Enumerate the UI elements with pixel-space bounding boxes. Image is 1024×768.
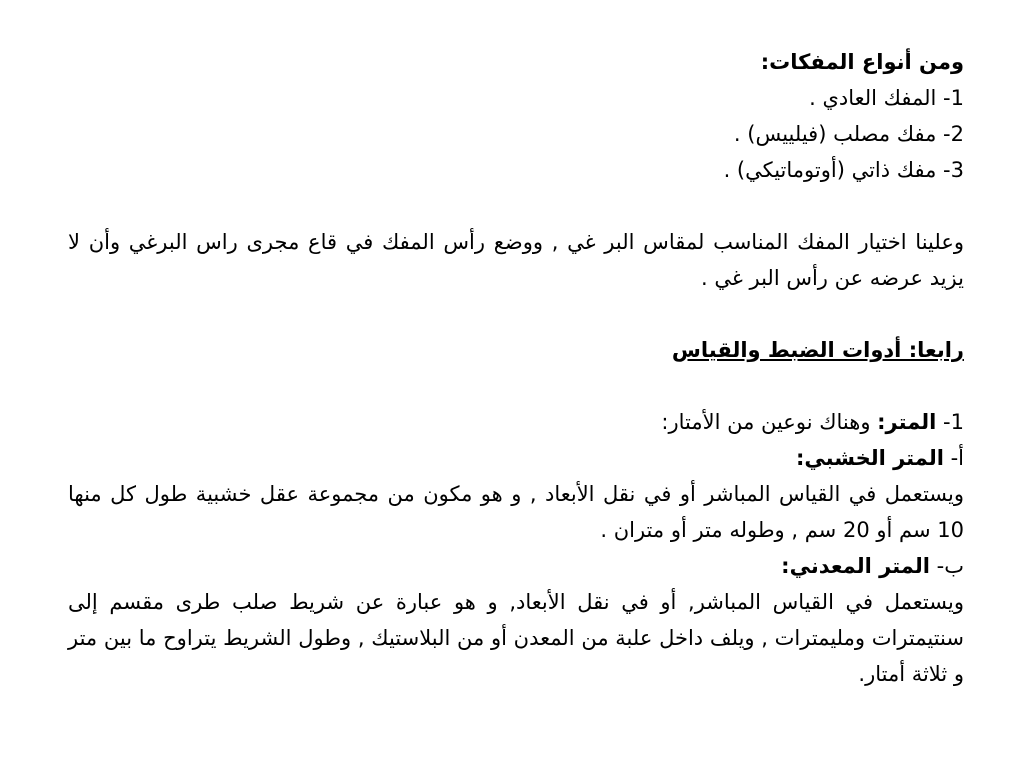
wooden-meter-heading <box>68 440 964 476</box>
metal-label: المتر المعدني: <box>781 554 930 578</box>
metal-prefix: ب- <box>929 554 964 578</box>
spacer <box>68 368 964 404</box>
wooden-meter-paragraph: ويستعمل في القياس المباشر أو في نقل الأبعاد , و هو مكون من مجموعة عقل خشبية طول كل منها 10 سم أو 20 سم , وطوله متر أو متران . <box>68 482 964 542</box>
meter-text: وهناك نوعين من الأمتار: <box>661 410 878 434</box>
meter-number: 1- <box>936 410 964 434</box>
selection-paragraph: وعلينا اختيار المفك المناسب لمقاس البر غي , ووضع رأس المفك في قاع مجرى راس البرغي وأن لا يزيد عرضه عن رأس البر غي . <box>68 230 964 290</box>
wooden-prefix: أ- <box>943 446 964 470</box>
spacer <box>68 296 964 332</box>
screwdriver-types-heading: ومن أنواع المفكات: <box>760 50 964 74</box>
screwdriver-type-3: 3- مفك ذاتي (أوتوماتيكي) . <box>723 158 964 182</box>
spacer <box>68 188 964 224</box>
metal-meter-heading <box>68 548 964 584</box>
meter-label: المتر: <box>877 410 937 434</box>
meter-intro <box>68 404 964 440</box>
screwdriver-type-1: 1- المفك العادي . <box>809 86 964 110</box>
section-heading: رابعا: أدوات الضبط والقياس <box>671 338 964 362</box>
document-page <box>68 44 964 692</box>
metal-meter-paragraph: ويستعمل في القياس المباشر, أو في نقل الأبعاد, و هو عبارة عن شريط صلب طرى مقسم إلى سنتيمترات ومليمترات , ويلف داخل علبة من المعدن أو من البلاستيك , وطول الشريط يتراوح ما بين متر و ثلاثة أمتار. <box>68 590 964 686</box>
screwdriver-type-2: 2- مفك مصلب (فيلييس) . <box>733 122 964 146</box>
wooden-label: المتر الخشبي: <box>795 446 944 470</box>
